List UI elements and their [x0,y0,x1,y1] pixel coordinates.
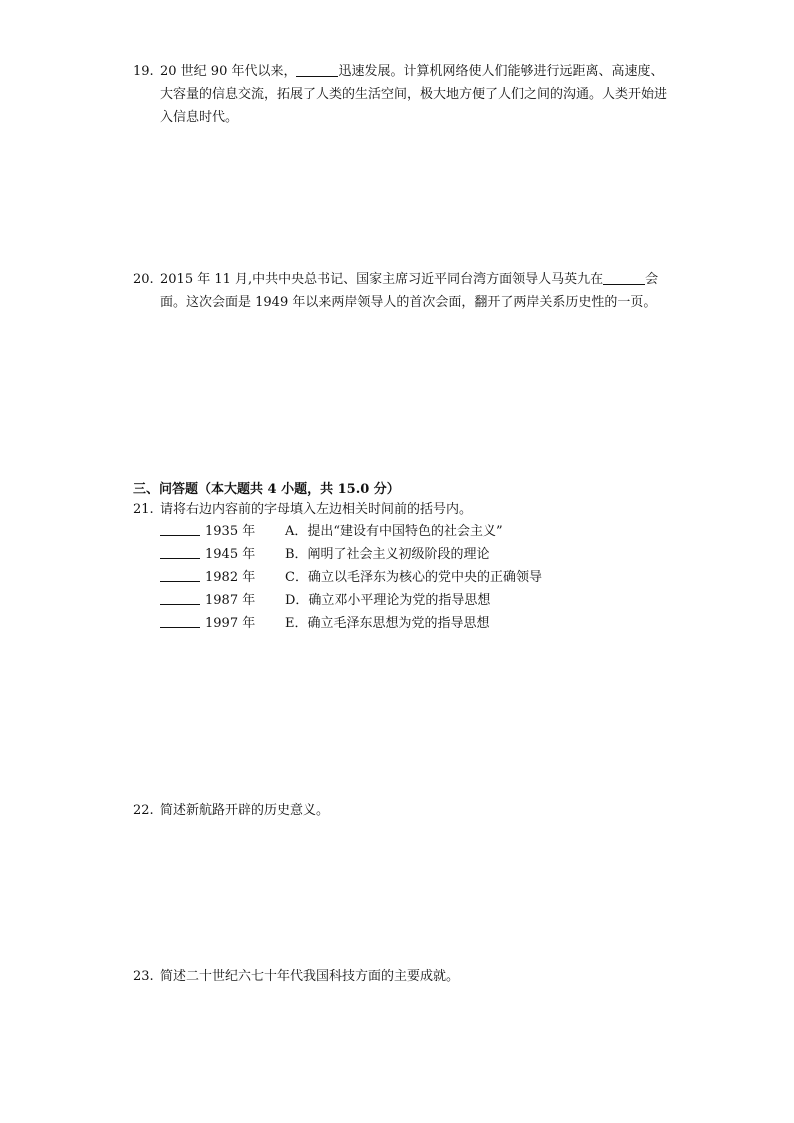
answer-blank[interactable] [160,589,200,605]
matching-row [160,589,580,609]
question-22 [133,799,673,822]
question-number: 23. [133,969,154,984]
question-21 [133,498,673,521]
answer-blank[interactable] [160,566,200,582]
answer-blank[interactable] [160,543,200,559]
question-text [160,60,673,129]
question-text-part: 20 世纪 90 年代以来， [160,64,297,79]
year-label: 1982 年 [205,570,256,585]
question-20 [133,268,673,314]
question-number: 20. [133,272,154,287]
answer-blank[interactable] [160,520,200,536]
year-label: 1987 年 [205,593,256,608]
question-text: 请将右边内容前的字母填入左边相关时间前的括号内。 [160,502,473,517]
option-text: C．确立以毛泽东为核心的党中央的正确领导 [285,570,542,585]
question-number: 22. [133,803,154,818]
section-heading: 三、问答题（本大题共 4 小题，共 15.0 分） [133,482,400,497]
question-23 [133,965,673,988]
year-label: 1945 年 [205,547,256,562]
option-text: E．确立毛泽东思想为党的指导思想 [285,616,490,631]
question-text-part: 迅速发展。计算机网络使人们能够进行远距离、高速度、大容量的信息交流，拓展了人类的生活空间，极大地方便了人们之间的沟通。人类开始进入信息时代。 [160,64,668,125]
year-label: 1997 年 [205,616,256,631]
matching-row [160,612,580,632]
question-19 [133,60,673,129]
question-text-part: 会面。这次会面是 1949 年以来两岸领导人的首次会面，翻开了两岸关系历史性的一页。 [160,272,659,310]
option-text: B．阐明了社会主义初级阶段的理论 [285,547,490,562]
question-number: 19. [133,64,154,79]
question-number: 21. [133,502,154,517]
option-text: A．提出“建设有中国特色的社会主义” [285,524,503,539]
year-label: 1935 年 [205,524,256,539]
question-text: 简述二十世纪六七十年代我国科技方面的主要成就。 [160,969,460,984]
answer-blank[interactable] [160,612,200,628]
matching-row [160,520,580,540]
matching-row [160,566,580,586]
question-text-part: 2015 年 11 月,中共中央总书记、国家主席习近平同台湾方面领导人马英九在 [160,272,604,287]
matching-row [160,543,580,563]
question-text [160,268,673,314]
option-text: D．确立邓小平理论为党的指导思想 [285,593,491,608]
answer-blank[interactable] [603,270,645,285]
answer-blank[interactable] [296,62,338,77]
question-text: 简述新航路开辟的历史意义。 [160,803,330,818]
